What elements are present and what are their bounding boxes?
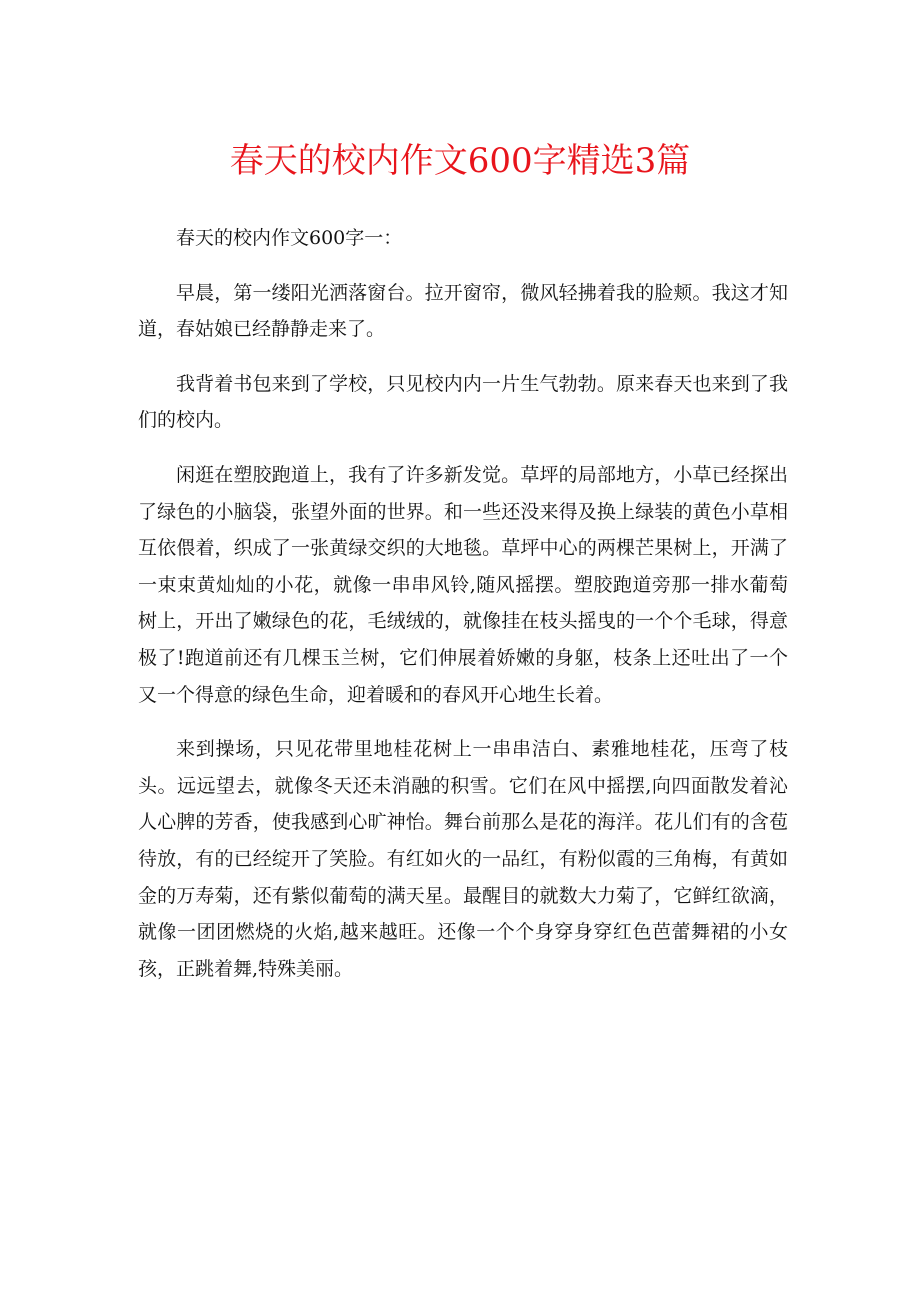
paragraph: 早晨，第一缕阳光洒落窗台。拉开窗帘，微风轻拂着我的脸颊。我这才知道，春姑娘已经静静走来了。 [138, 281, 788, 341]
document-title: 春天的校内作文600字精选3篇 [229, 141, 691, 181]
paragraph: 闲逛在塑胶跑道上，我有了许多新发觉。草坪的局部地方，小草已经探出了绿色的小脑袋，张望外面的世界。和一些还没来得及换上绿装的黄色小草相互依偎着，织成了一张黄绿交织的大地毯。草坪中心的两棵芒果树上，开满了一束束黄灿灿的小花，就像一串串风铃,随风摇摆。塑胶跑道旁那一排水葡萄树上，开出了嫩绿色的花，毛绒绒的，就像挂在枝头摇曳的一个个毛球，得意极了!跑道前还有几棵玉兰树，它们伸展着娇嫩的身躯，枝条上还吐出了一个又一个得意的绿色生命，迎着暖和的春风开心地生长着。 [138, 463, 788, 706]
document-body [138, 220, 788, 1005]
section-heading: 春天的校内作文600字一： [176, 227, 403, 249]
paragraph: 我背着书包来到了学校，只见校内内一片生气勃勃。原来春天也来到了我们的校内。 [138, 372, 788, 432]
paragraph: 来到操场，只见花带里地桂花树上一串串洁白、素雅地桂花，压弯了枝头。远远望去，就像冬天还未消融的积雪。它们在风中摇摆,向四面散发着沁人心脾的芳香，使我感到心旷神怡。舞台前那么是花的海洋。花儿们有的含苞待放，有的已经绽开了笑脸。有红如火的一品红，有粉似霞的三角梅，有黄如金的万寿菊，还有紫似葡萄的满天星。最醒目的就数大力菊了，它鲜红欲滴，就像一团团燃烧的火焰,越来越旺。还像一个个身穿身穿红色芭蕾舞裙的小女孩，正跳着舞,特殊美丽。 [138, 738, 788, 980]
